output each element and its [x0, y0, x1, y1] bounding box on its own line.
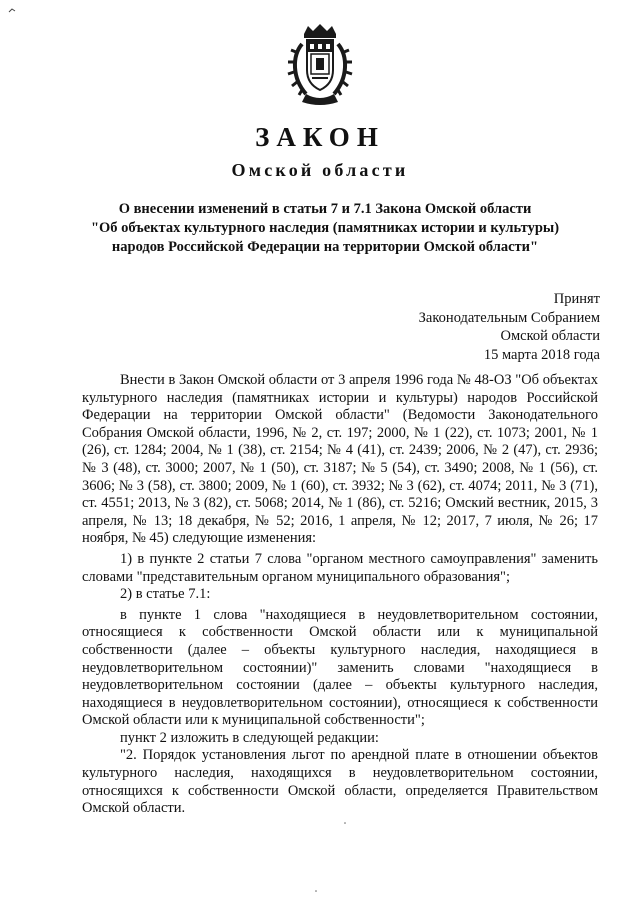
- body-paragraph: Внести в Закон Омской области от 3 апреля 1996 года № 48-ОЗ "Об объектах культурного наследия (памятниках истории и культуры) народов Российской Федерации на территории Омской области" (Ведомости Законодательного Собрания Омской области, 1996, № 2, ст. 197; 2000, № 1 (22), ст. 1073; 2001, № 1 (26), ст. 1284; 2004, № 1 (38), ст. 2154; № 4 (41), ст. 2439; 2006, № 2 (47), ст. 2936; № 3 (48), ст. 3000; 2007, № 1 (50), ст. 3187; № 5 (54), ст. 3490; 2008, № 1 (56), ст. 3606; № 3 (58), ст. 3800; 2009, № 1 (60), ст. 3932; № 3 (62), ст. 4074; 2011, № 3 (71), ст. 4551; 2013, № 3 (82), ст. 5068; 2014, № 1 (86), ст. 5216; Омский вестник, 2015, 3 апреля, № 13; 18 декабря, № 52; 2016, 1 апреля, № 12; 2017, 7 июля, № 26; 17 ноября, № 45) следующие изменения:: [82, 372, 598, 547]
- adoption-block: [419, 290, 600, 364]
- law-heading-line: "Об объектах культурного наследия (памятниках истории и культуры): [90, 220, 560, 236]
- coat-of-arms-omsk-icon: [282, 22, 358, 106]
- body-paragraph: 2) в статье 7.1:: [120, 586, 211, 603]
- adoption-line: Принят: [553, 291, 600, 307]
- scan-corner-mark: [8, 6, 22, 14]
- adoption-date: 15 марта 2018 года: [483, 346, 600, 363]
- document-body: [82, 372, 598, 818]
- adoption-line: Законодательным Собранием: [418, 309, 600, 326]
- document-subtitle: Омской области: [231, 160, 409, 180]
- body-paragraph: 1) в пункте 2 статьи 7 слова "органом местного самоуправления" заменить словами "представительным органом муниципального образования";: [82, 550, 598, 585]
- scan-dot-mark: [342, 820, 348, 826]
- scan-dot-mark: [313, 888, 319, 894]
- adoption-line: Омской области: [500, 328, 600, 344]
- law-heading: [90, 200, 560, 257]
- body-paragraph: пункт 2 изложить в следующей редакции:: [120, 729, 379, 746]
- law-heading-line: народов Российской Федерации на территории Омской области": [111, 239, 539, 255]
- body-paragraph: "2. Порядок установления льгот по арендной плате в отношении объектов культурного наследия, находящихся в неудовлетворительном состоянии, относящихся к собственности Омской области, определяется Правительством Омской области.: [82, 747, 598, 817]
- law-heading-line: О внесении изменений в статьи 7 и 7.1 Закона Омской области: [118, 201, 532, 217]
- body-paragraph: в пункте 1 слова "находящиеся в неудовлетворительном состоянии, относящиеся к собственности Омской области или к муниципальной собственности (далее – объекты культурного наследия, находящиеся в неудовлетворительном состоянии)" заменить словами "находящиеся в неудовлетворительном состоянии (далее – объекты культурного наследия, находящиеся в неудовлетворительном состоянии), относящиеся к собственности Омской области или к муниципальной собственности";: [82, 606, 598, 729]
- document-title: ЗАКОН: [255, 122, 385, 152]
